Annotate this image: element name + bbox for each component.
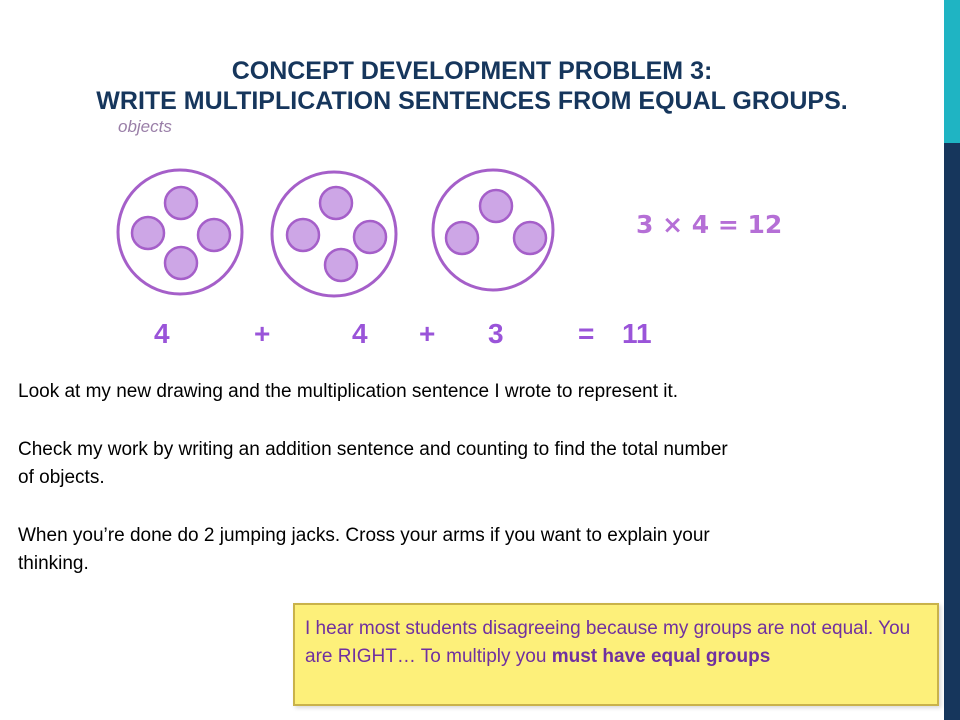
title-line-1: CONCEPT DEVELOPMENT PROBLEM 3: [231,57,713,85]
cropped-label-text: objects [118,117,172,136]
group-circle-2 [272,172,396,296]
addend-2: 4 [352,318,368,349]
multiplication-sentence: 3 × 4 = 12 [636,210,783,239]
group-1-object [165,247,197,279]
callout-text [305,615,925,671]
accent-bar-navy [944,143,960,720]
group-2-object [354,221,386,253]
sum-total: 11 [622,318,652,349]
instruction-paragraph-3: When you’re done do 2 jumping jacks. Cross your arms if you want to explain your thinking. [18,525,710,574]
group-circle-3 [433,170,553,290]
group-1-object [165,187,197,219]
title-line-2: WRITE MULTIPLICATION SENTENCES FROM EQUAL GROUPS. [96,87,848,115]
group-3-object [480,190,512,222]
callout-text-bold: must have equal groups [551,646,771,667]
group-1-object [132,217,164,249]
instruction-paragraph-1: Look at my new drawing and the multiplication sentence I wrote to represent it. [18,381,679,402]
group-1-object [198,219,230,251]
group-circle-1 [118,170,242,294]
instructions [18,378,748,578]
addend-1: 4 [154,318,170,349]
accent-bar-teal [944,0,960,143]
equals-sign: = [578,318,595,349]
group-2-object [320,187,352,219]
addend-3: 3 [488,318,504,349]
group-2-object [287,219,319,251]
plus-sign-2: + [419,318,436,349]
group-3-object [514,222,546,254]
callout-text-plain: I hear most students disagreeing because my groups are not equal. You are RIGHT… To multiply you [305,618,911,667]
instruction-paragraph-2: Check my work by writing an addition sentence and counting to find the total number of objects. [18,439,728,488]
group-3-object [446,222,478,254]
callout-box [293,603,939,706]
plus-sign-1: + [254,318,271,349]
group-2-object [325,249,357,281]
